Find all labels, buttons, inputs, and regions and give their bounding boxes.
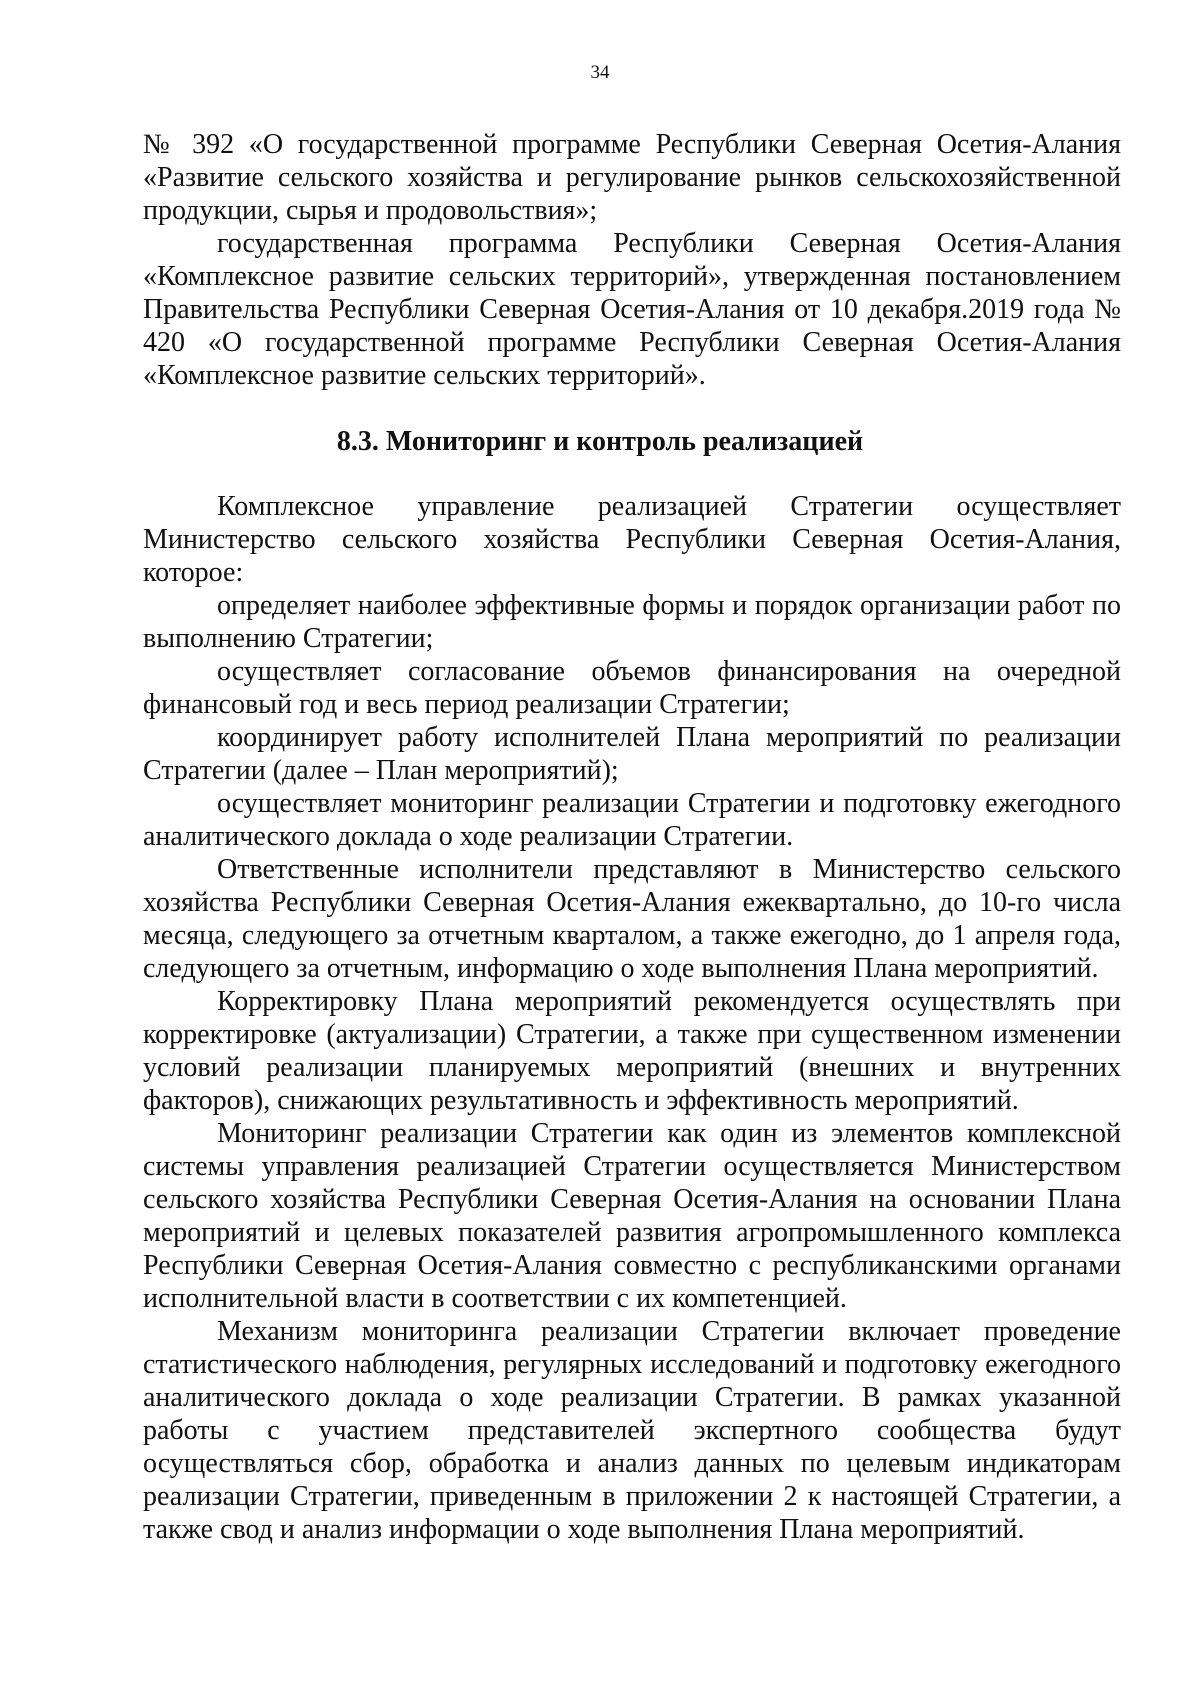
intro-text	[143, 128, 1121, 392]
paragraph: Механизм мониторинга реализации Стратегии включает проведение статистического наблюдения, регулярных исследований и подготовку ежегодного аналитического доклада о ходе реализации Стратегии. В рамках указанной работы с участием представителей экспертного сообщества будут осуществляться сбор, обработка и анализ данных по целевым индикаторам реализации Стратегии, приведенным в приложении 2 к настоящей Стратегии, а также свод и анализ информации о ходе выполнения Плана мероприятий.	[143, 1316, 1121, 1545]
section-body	[143, 490, 1121, 1546]
paragraph: Мониторинг реализации Стратегии как один из элементов комплексной системы управления реализацией Стратегии осуществляется Министерством сельского хозяйства Республики Северная Осетия-Алания на основании Плана мероприятий и целевых показателей развития агропромышленного комплекса Республики Северная Осетия-Алания совместно с республиканскими органами исполнительной власти в соответствии с их компетенцией.	[143, 1118, 1121, 1314]
paragraph: № 392 «О государственной программе Республики Северная Осетия-Алания «Развитие сельского хозяйства и регулирование рынков сельскохозяйственной продукции, сырья и продовольствия»;	[143, 129, 1121, 226]
paragraph: осуществляет мониторинг реализации Стратегии и подготовку ежегодного аналитического доклада о ходе реализации Стратегии.	[143, 788, 1121, 852]
paragraph: Ответственные исполнители представляют в Министерство сельского хозяйства Республики Северная Осетия-Алания ежеквартально, до 10-го числа месяца, следующего за отчетным кварталом, а также ежегодно, до 1 апреля года, следующего за отчетным, информацию о ходе выполнения Плана мероприятий.	[143, 854, 1121, 984]
paragraph: Комплексное управление реализацией Стратегии осуществляет Министерство сельского хозяйства Республики Северная Осетия-Алания, которое:	[143, 491, 1121, 588]
paragraph: Корректировку Плана мероприятий рекомендуется осуществлять при корректировке (актуализации) Стратегии, а также при существенном изменении условий реализации планируемых мероприятий (внешних и внутренних факторов), снижающих результативность и эффективность мероприятий.	[143, 986, 1121, 1116]
paragraph: государственная программа Республики Северная Осетия-Алания «Комплексное развитие сельских территорий», утвержденная постановлением Правительства Республики Северная Осетия-Алания от 10 декабря.2019 года № 420 «О государственной программе Республики Северная Осетия-Алания «Комплексное развитие сельских территорий».	[143, 228, 1121, 391]
paragraph: координирует работу исполнителей Плана мероприятий по реализации Стратегии (далее – План мероприятий);	[143, 722, 1121, 786]
page-number: 34	[590, 62, 610, 83]
section-heading: 8.3. Мониторинг и контроль реализацией	[336, 426, 864, 457]
paragraph: осуществляет согласование объемов финансирования на очередной финансовый год и весь период реализации Стратегии;	[143, 656, 1121, 720]
paragraph: определяет наиболее эффективные формы и порядок организации работ по выполнению Стратегии;	[143, 590, 1121, 654]
